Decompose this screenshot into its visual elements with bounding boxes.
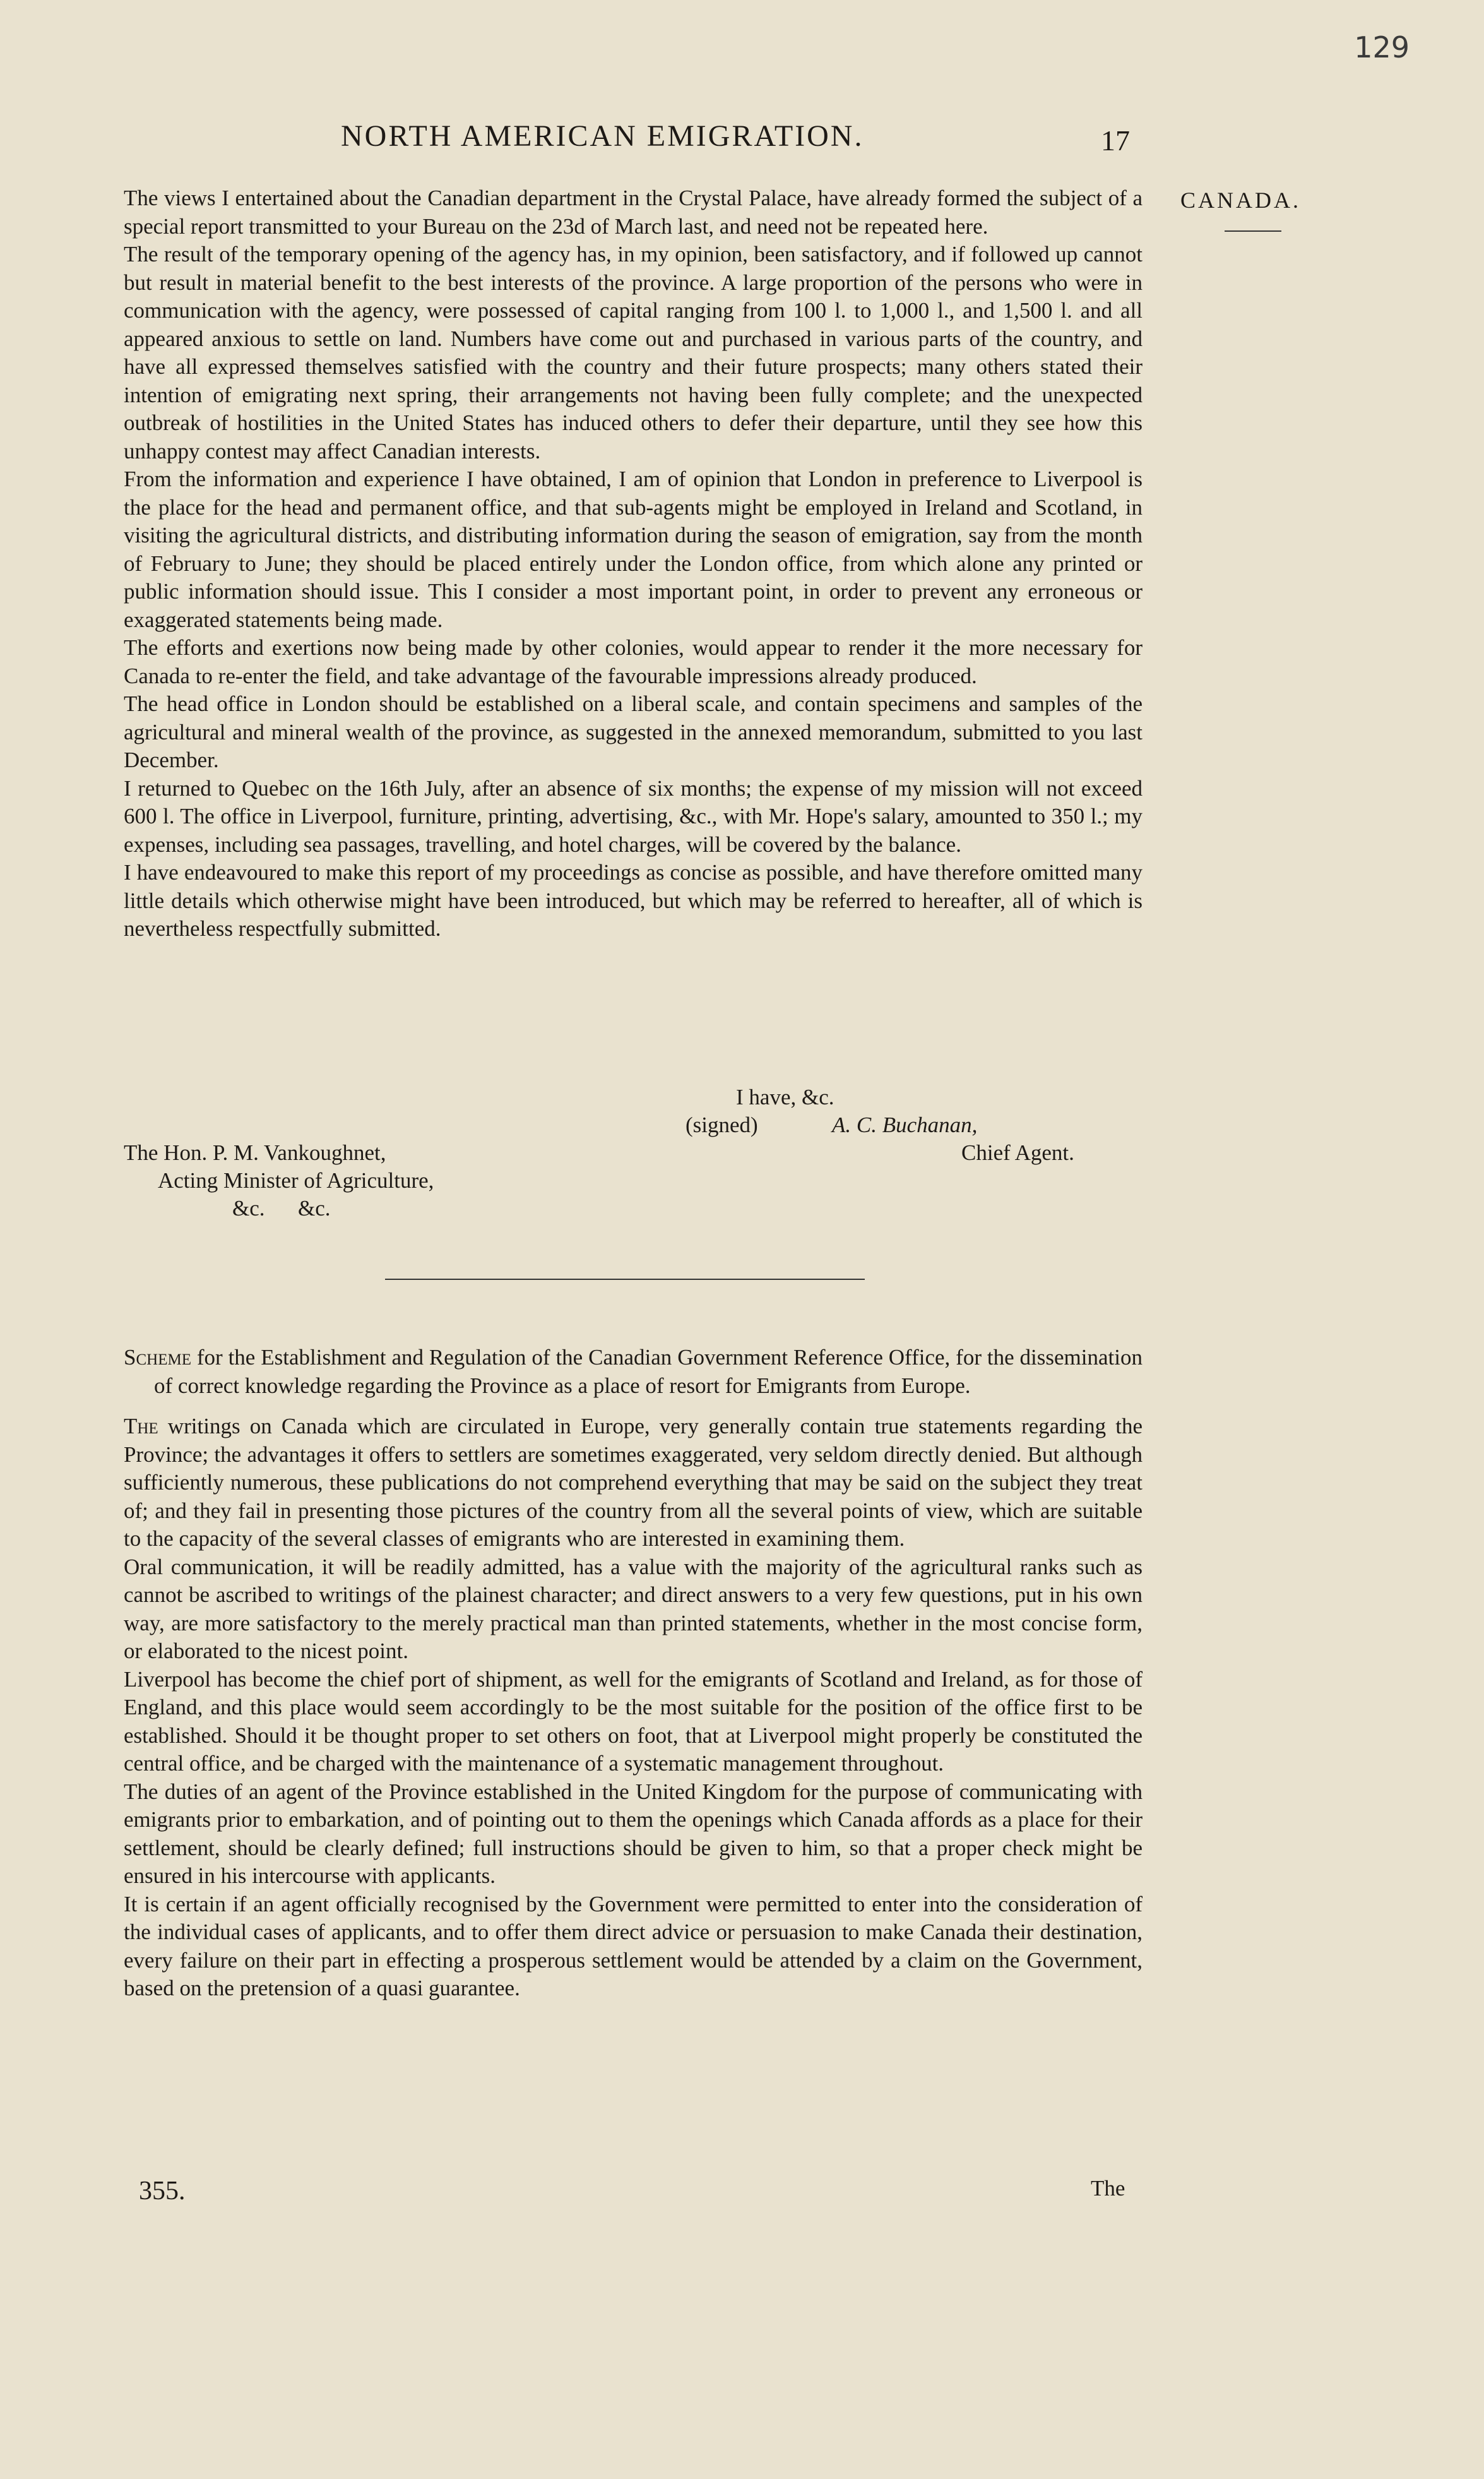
addressee-etc: &c. &c. bbox=[232, 1196, 331, 1221]
folio-number: 17 bbox=[1101, 124, 1130, 157]
running-head: NORTH AMERICAN EMIGRATION. bbox=[341, 119, 864, 153]
letter-paragraph: The efforts and exertions now being made by other colonies, would appear to render it the more necessary for Canada to re-enter the field, and take advantage of the favourable impressions already produced. bbox=[124, 635, 1143, 688]
letter-paragraph: I have endeavoured to make this report of my proceedings as concise as possible, and have therefore omitted many little details which otherwise might have been introduced, but which may be referred to hereafter, all of which is nevertheless respectfully submitted. bbox=[124, 860, 1143, 941]
scheme-title-lead: Scheme bbox=[124, 1345, 191, 1370]
scheme-title bbox=[124, 1344, 1143, 1400]
letter-body bbox=[124, 184, 1143, 943]
addressee-name: The Hon. P. M. Vankoughnet, bbox=[124, 1140, 386, 1165]
closing-formula: I have, &c. bbox=[736, 1085, 834, 1109]
letter-paragraph: The result of the temporary opening of the agency has, in my opinion, been satisfactory, and if followed up cannot but result in material benefit to the best interests of the province. A large proportion of the persons who were in communication with the agency, were possessed of capital ranging from 100 l. to 1,000 l., and 1,500 l. and all appeared anxious to settle on land. Numbers have come out and purchased in various parts of the country, and have all expressed themselves satisfied with the country and their future prospects; many others stated their intention of emigrating next spring, their arrangements not having been fully complete; and the unexpected outbreak of hostilities in the United States has induced others to defer their departure, until they see how this unhappy contest may affect Canadian interests. bbox=[124, 242, 1143, 463]
scheme-first-lead: The bbox=[124, 1414, 158, 1438]
signatory-name: A. C. Buchanan, bbox=[832, 1113, 978, 1137]
scheme-paragraph: Oral communication, it will be readily admitted, has a value with the majority of the agricultural ranks such as cannot be ascribed to writings of the plainest character; and direct answers to a very few questions, put in his own way, are more satisfactory to the merely practical man than printed statements, whether in the most concise form, or elaborated to the nicest point. bbox=[124, 1554, 1143, 1663]
signatory-title: Chief Agent. bbox=[961, 1140, 1074, 1165]
scheme-paragraph: It is certain if an agent officially recognised by the Government were permitted to enter into the consideration of the individual cases of applicants, and to offer them direct advice or persuasion to make Canada their destination, every failure on their part in effecting a prosperous settlement would be attended by a claim on the Government, based on the pretension of a quasi guarantee. bbox=[124, 1891, 1143, 2000]
signed-label: (signed) bbox=[686, 1113, 758, 1137]
letter-paragraph: The views I entertained about the Canadian department in the Crystal Palace, have already formed the subject of a special report transmitted to your Bureau on the 23d of March last, and need not be repeated here. bbox=[124, 186, 1143, 239]
letter-closing bbox=[124, 1085, 1143, 1230]
margin-rule bbox=[1225, 230, 1281, 232]
scheme-section bbox=[124, 1344, 1143, 2003]
scheme-paragraph: The duties of an agent of the Province established in the United Kingdom for the purpose of communicating with emigrants prior to embarkation, and of pointing out to them the openings which Canada affords as a place for their settlement, should be clearly defined; full instructions should be given to him, so that a proper check might be ensured in his intercourse with applicants. bbox=[124, 1779, 1143, 1888]
section-divider bbox=[385, 1279, 865, 1280]
scheme-paragraph: Liverpool has become the chief port of shipment, as well for the emigrants of Scotland and Ireland, as for those of England, and this place would seem accordingly to be the most suitable for the position of the office first to be established. Should it be thought proper to set others on foot, that at Liverpool might properly be constituted the central office, and be charged with the maintenance of a systematic management throughout. bbox=[124, 1666, 1143, 1776]
scheme-title-rest: for the Establishment and Regulation of the Canadian Government Reference Office, for the dissemination of correct knowledge regarding the Province as a place of resort for Emigrants from Europe. bbox=[154, 1345, 1143, 1398]
scheme-body bbox=[124, 1413, 1143, 2003]
page-number: 129 bbox=[1354, 30, 1410, 64]
letter-paragraph: From the information and experience I have obtained, I am of opinion that London in preference to Liverpool is the place for the head and permanent office, and that sub-agents might be employed in Ireland and Scotland, in visiting the agricultural districts, and distributing information during the season of emigration, say from the month of February to June; they should be placed entirely under the London office, from which alone any printed or public information should issue. This I consider a most important point, in order to prevent any erroneous or exaggerated statements being made. bbox=[124, 467, 1143, 632]
letter-paragraph: I returned to Quebec on the 16th July, after an absence of six months; the expense of my mission will not exceed 600 l. The office in Liverpool, furniture, printing, advertising, &c., with Mr. Hope's salary, amounted to 350 l.; my expenses, including sea passages, travelling, and hotel charges, will be covered by the balance. bbox=[124, 775, 1143, 857]
catchword: The bbox=[1091, 2176, 1125, 2201]
margin-note-canada: CANADA. bbox=[1180, 188, 1302, 213]
scheme-first-rest: writings on Canada which are circulated in Europe, very generally contain true statements regarding the Province; the advantages it offers to settlers are sometimes exaggerated, very seldom directly denied. But although sufficiently numerous, these publications do not comprehend everything that may be said on the subject they treat of; and they fail in presenting those pictures of the country from all the several points of view, which are suitable to the capacity of the several classes of emigrants who are interested in examining them. bbox=[124, 1414, 1143, 1551]
letter-paragraph: The head office in London should be established on a liberal scale, and contain specimens and samples of the agricultural and mineral wealth of the province, as suggested in the annexed memorandum, submitted to you last December. bbox=[124, 691, 1143, 772]
addressee-title: Acting Minister of Agriculture, bbox=[158, 1168, 434, 1193]
scheme-paragraph bbox=[124, 1413, 1143, 1553]
signature-mark: 355. bbox=[139, 2177, 186, 2206]
